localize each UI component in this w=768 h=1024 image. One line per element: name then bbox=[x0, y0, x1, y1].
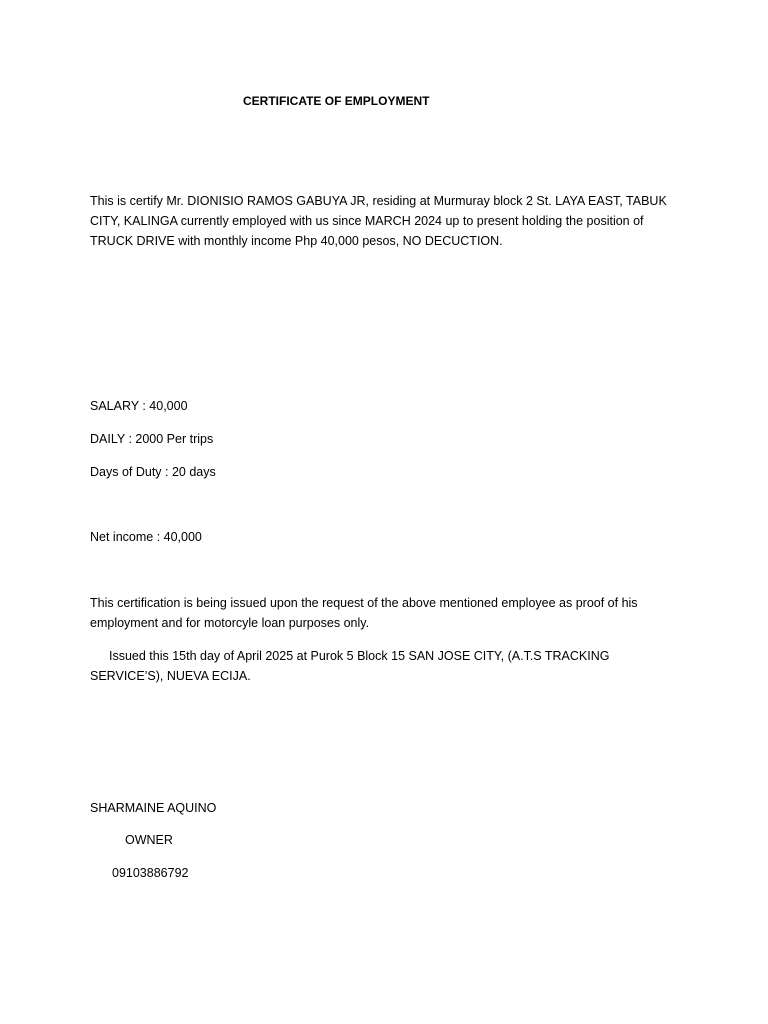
signatory-phone: 09103886792 bbox=[112, 866, 189, 880]
purpose-paragraph: This certification is being issued upon the request of the above mentioned employee as proof of his employment and for motorcyle loan purposes only. bbox=[90, 596, 638, 630]
signatory-role: OWNER bbox=[125, 833, 173, 847]
signatory-name: SHARMAINE AQUINO bbox=[90, 801, 217, 815]
daily-rate-line: DAILY : 2000 Per trips bbox=[90, 432, 214, 446]
net-income-line: Net income : 40,000 bbox=[90, 530, 202, 544]
salary-line: SALARY : 40,000 bbox=[90, 399, 188, 413]
days-of-duty-line: Days of Duty : 20 days bbox=[90, 465, 216, 479]
issued-paragraph: Issued this 15th day of April 2025 at Purok 5 Block 15 SAN JOSE CITY, (A.T.S TRACKING SERVICE’S), NUEVA ECIJA. bbox=[90, 649, 610, 683]
intro-paragraph: This is certify Mr. DIONISIO RAMOS GABUYA JR, residing at Murmuray block 2 St. LAYA EAST, TABUK CITY, KALINGA currently employed with us since MARCH 2024 up to present holding the position of TRUCK DRIVE with monthly income Php 40,000 pesos, NO DECUCTION. bbox=[90, 194, 667, 248]
document-title: CERTIFICATE OF EMPLOYMENT bbox=[243, 94, 430, 108]
